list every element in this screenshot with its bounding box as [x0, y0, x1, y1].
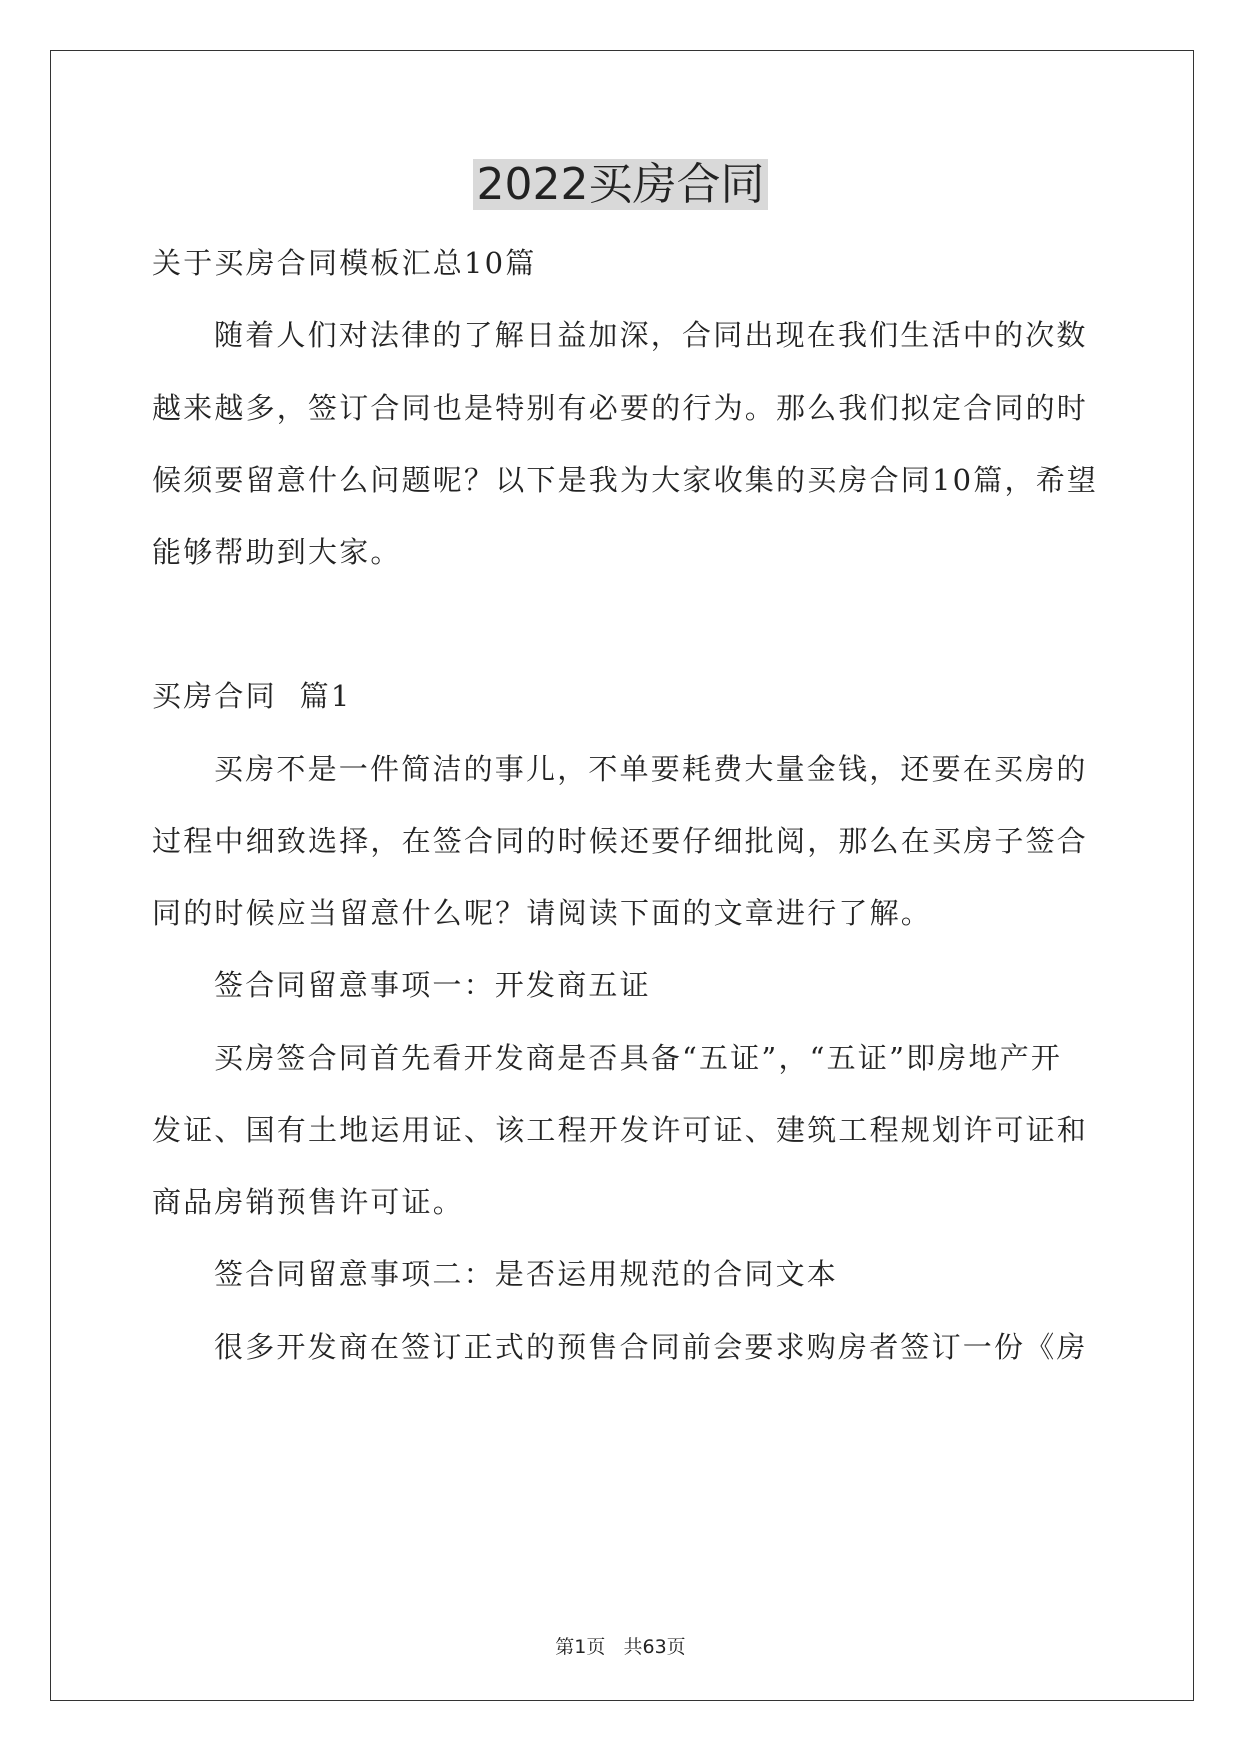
- intro-line-4: 能够帮助到大家。: [152, 535, 402, 569]
- note1-para-line-2: 发证、国有土地运用证、该工程开发许可证、建筑工程规划许可证和: [152, 1113, 1089, 1147]
- note1-para-line-1: 买房签合同首先看开发商是否具备“五证”，“五证”即房地产开: [214, 1041, 1063, 1075]
- section1-heading: 买房合同 篇1: [152, 679, 352, 713]
- document-title-text: 2022买房合同: [473, 159, 769, 210]
- page-footer: [0, 1634, 1241, 1660]
- section1-para-line-1: 买房不是一件简洁的事儿，不单要耗费大量金钱，还要在买房的: [214, 752, 1088, 786]
- document-subtitle: 关于买房合同模板汇总10篇: [152, 246, 537, 280]
- note2-para-line-1: 很多开发商在签订正式的预售合同前会要求购房者签订一份《房: [214, 1330, 1088, 1364]
- page-number-label: 第1页 共63页: [555, 1636, 686, 1658]
- note1-para-line-3: 商品房销预售许可证。: [152, 1185, 465, 1219]
- note1-heading: 签合同留意事项一：开发商五证: [214, 968, 651, 1002]
- intro-line-1: 随着人们对法律的了解日益加深，合同出现在我们生活中的次数: [214, 318, 1088, 352]
- intro-line-2: 越来越多，签订合同也是特别有必要的行为。那么我们拟定合同的时: [152, 391, 1089, 425]
- section1-para-line-2: 过程中细致选择，在签合同的时候还要仔细批阅，那么在买房子签合: [152, 824, 1089, 858]
- note2-heading: 签合同留意事项二：是否运用规范的合同文本: [214, 1257, 839, 1291]
- section1-para-line-3: 同的时候应当留意什么呢？请阅读下面的文章进行了解。: [152, 896, 933, 930]
- page-border: [50, 50, 1194, 1701]
- document-title: [0, 155, 1241, 215]
- intro-line-3: 候须要留意什么问题呢？以下是我为大家收集的买房合同10篇，希望: [152, 463, 1099, 497]
